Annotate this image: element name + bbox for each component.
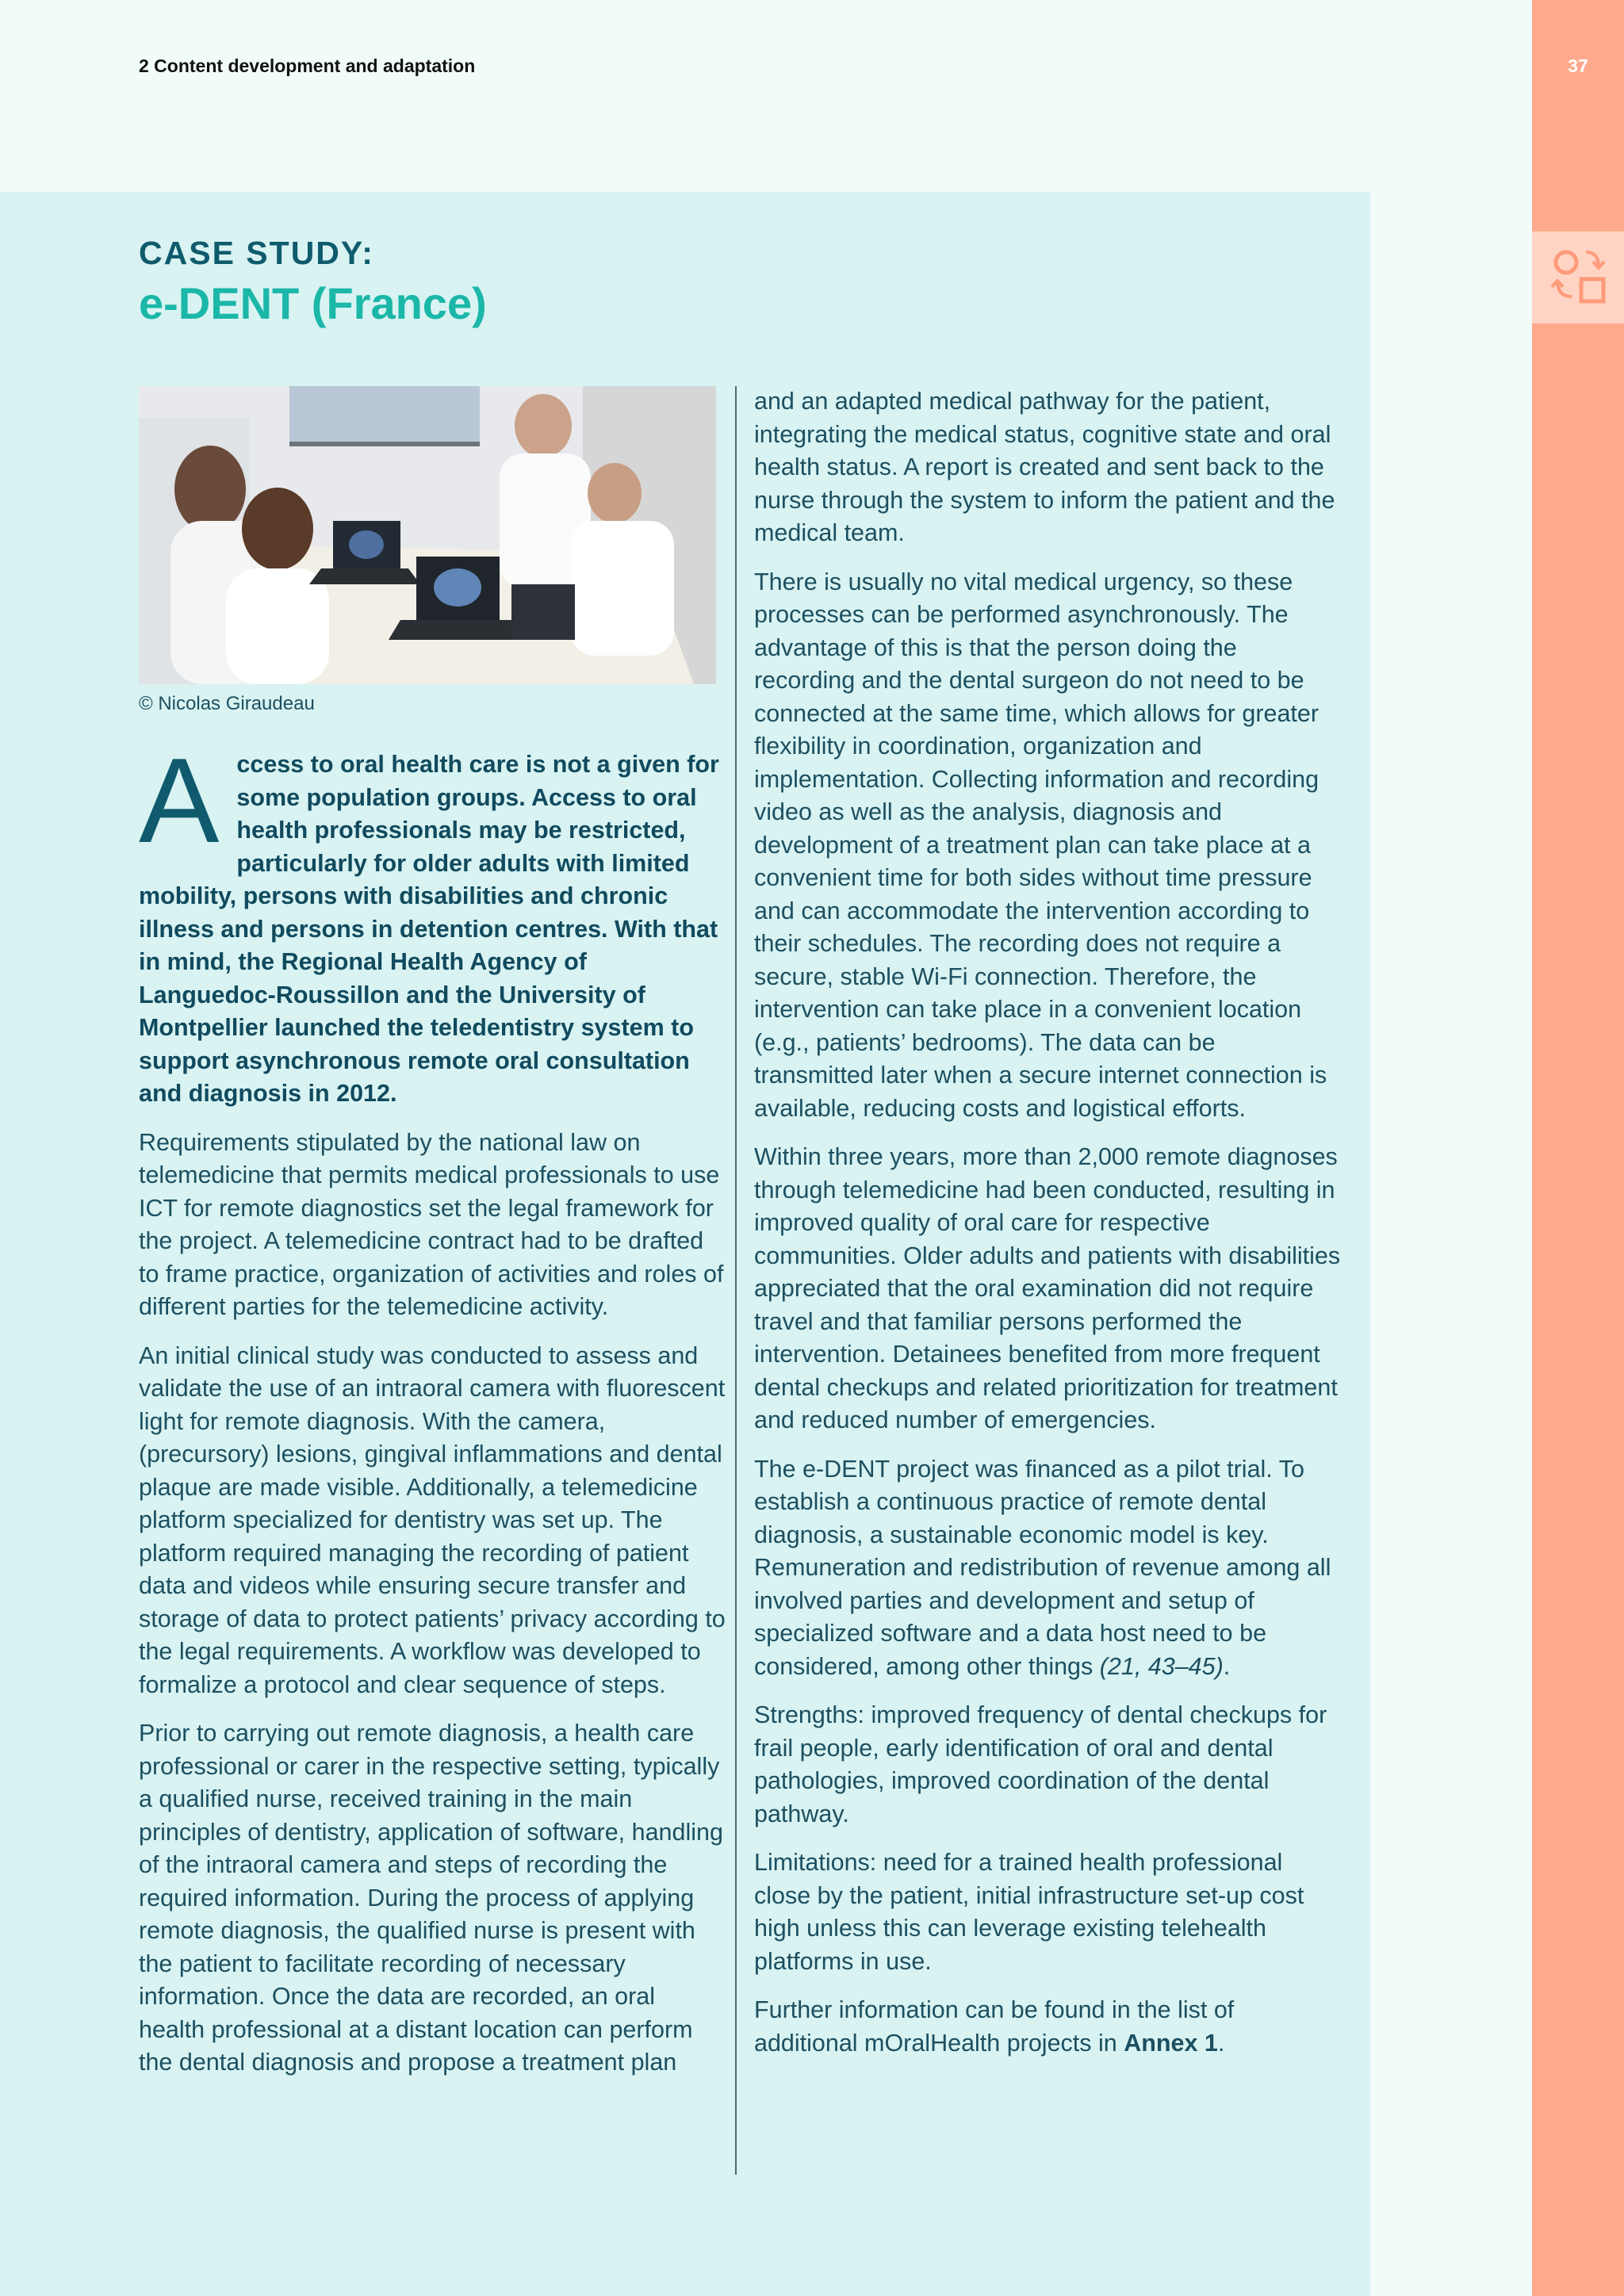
side-accent-strip — [1532, 0, 1624, 2296]
citation-reference: (21, 43–45) — [1099, 1652, 1224, 1680]
column-divider — [735, 386, 737, 2175]
case-study-title: e-DENT (France) — [139, 278, 487, 328]
paragraph: Within three years, more than 2,000 remote diagnoses through telemedicine had been conducted, resulting in improved quality of oral care for respective communities. Older adults and patients with disabilities appreciated that the oral examination did not require travel and that familiar persons performed the intervention. Detainees benefited from more frequent dental checkups and related prioritization for treatment and reduced number of emergencies. — [754, 1143, 1341, 1433]
case-study-label: CASE STUDY: — [139, 235, 374, 271]
paragraph: Prior to carrying out remote diagnosis, a health care professional or carer in the respective setting, typically a qualified nurse, received training in the main principles of dentistry, application of software, handling of the intraoral camera and steps of recording the required information. During the process of applying remote diagnosis, the qualified nurse is present with the patient to facilitate recording of necessary information. Once the data are recorded, an oral health professional at a distant location can perform the dental diagnosis and propose a treatment plan — [139, 1720, 723, 2076]
left-column — [139, 733, 726, 2095]
annex-link[interactable]: Annex 1 — [1124, 2029, 1218, 2057]
paragraph — [754, 1453, 1341, 1684]
photo-credit: © Nicolas Giraudeau — [139, 693, 315, 714]
paragraph: There is usually no vital medical urgency, so these processes can be performed asynchronously. The advantage of this is that the person doing the recording and the dental surgeon do not need to be connected at the same time, which allows for greater flexibility in coordination, organization and implementation. Collecting information and recording video as well as the analysis, diagnosis and development of a treatment plan can take place at a convenient time for both sides without time pressure and can accommodate the intervention according to their schedules. The recording does not require a secure, stable Wi-Fi connection. Therefore, the intervention can take place in a convenient location (e.g., patients’ bedrooms). The data can be transmitted later when a secure internet connection is available, reducing costs and logistical efforts. — [754, 568, 1327, 1122]
lead-text: ccess to oral health care is not a given for some population groups. Access to oral health professionals may be restricted, particularly for older adults with limited mobility, persons with disabilities and chronic illness and persons in detention centres. With that in mind, the Regional Health Agency of Languedoc-Roussillon and the University of Montpellier launched the teledentistry system to support asynchronous remote oral consultation and diagnosis in 2012. — [139, 751, 719, 1107]
right-column — [754, 385, 1341, 2076]
lead-paragraph — [139, 733, 726, 1111]
paragraph-end: . — [1217, 2029, 1225, 2057]
paragraph: An initial clinical study was conducted to assess and validate the use of an intraoral camera with fluorescent light for remote diagnosis. With the camera, (precursory) lesions, gingival inflammations and dental plaque are made visible. Additionally, a telemedicine platform specialized for dentistry was set up. The platform required managing the recording of patient data and videos while ensuring secure transfer and storage of data to protect patients’ privacy according to the legal requirements. A workflow was developed to formalize a protocol and clear sequence of steps. — [139, 1341, 726, 1698]
paragraph: Limitations: need for a trained health professional close by the patient, initial infrastructure set-up cost high unless this can leverage existing telehealth platforms in use. — [754, 1849, 1304, 1975]
paragraph-text: The e-DENT project was financed as a pilot trial. To establish a continuous practice of remote dental diagnosis, a sustainable economic model is key. Remuneration and redistribution of revenue among all involved parties and development and setup of specialized software and a data host need to be considered, among other things — [754, 1455, 1331, 1680]
case-study-photo — [139, 386, 716, 684]
shapes-transform-icon — [1549, 246, 1610, 309]
paragraph: Strengths: improved frequency of dental checkups for frail people, early identification of oral and dental pathologies, improved coordination of the dental pathway. — [754, 1701, 1327, 1827]
paragraph-end: . — [1223, 1652, 1231, 1680]
paragraph: Requirements stipulated by the national law on telemedicine that permits medical professionals to use ICT for remote diagnostics set the legal framework for the project. A telemedicine contract had to be drafted to frame practice, organization of activities and roles of different parties for the telemedicine activity. — [139, 1128, 724, 1320]
running-header: 2 Content development and adaptation — [139, 55, 476, 76]
paragraph: and an adapted medical pathway for the patient, integrating the medical status, cognitive state and oral health status. A report is created and sent back to the nurse through the system to inform the patient and the medical team. — [754, 388, 1335, 546]
page-number: 37 — [1568, 55, 1588, 76]
paragraph — [754, 1994, 1341, 2060]
paragraph-text: Further information can be found in the list of additional mOralHealth projects in — [754, 1996, 1235, 2057]
drop-cap: A — [139, 733, 220, 868]
section-tab — [1532, 232, 1624, 323]
